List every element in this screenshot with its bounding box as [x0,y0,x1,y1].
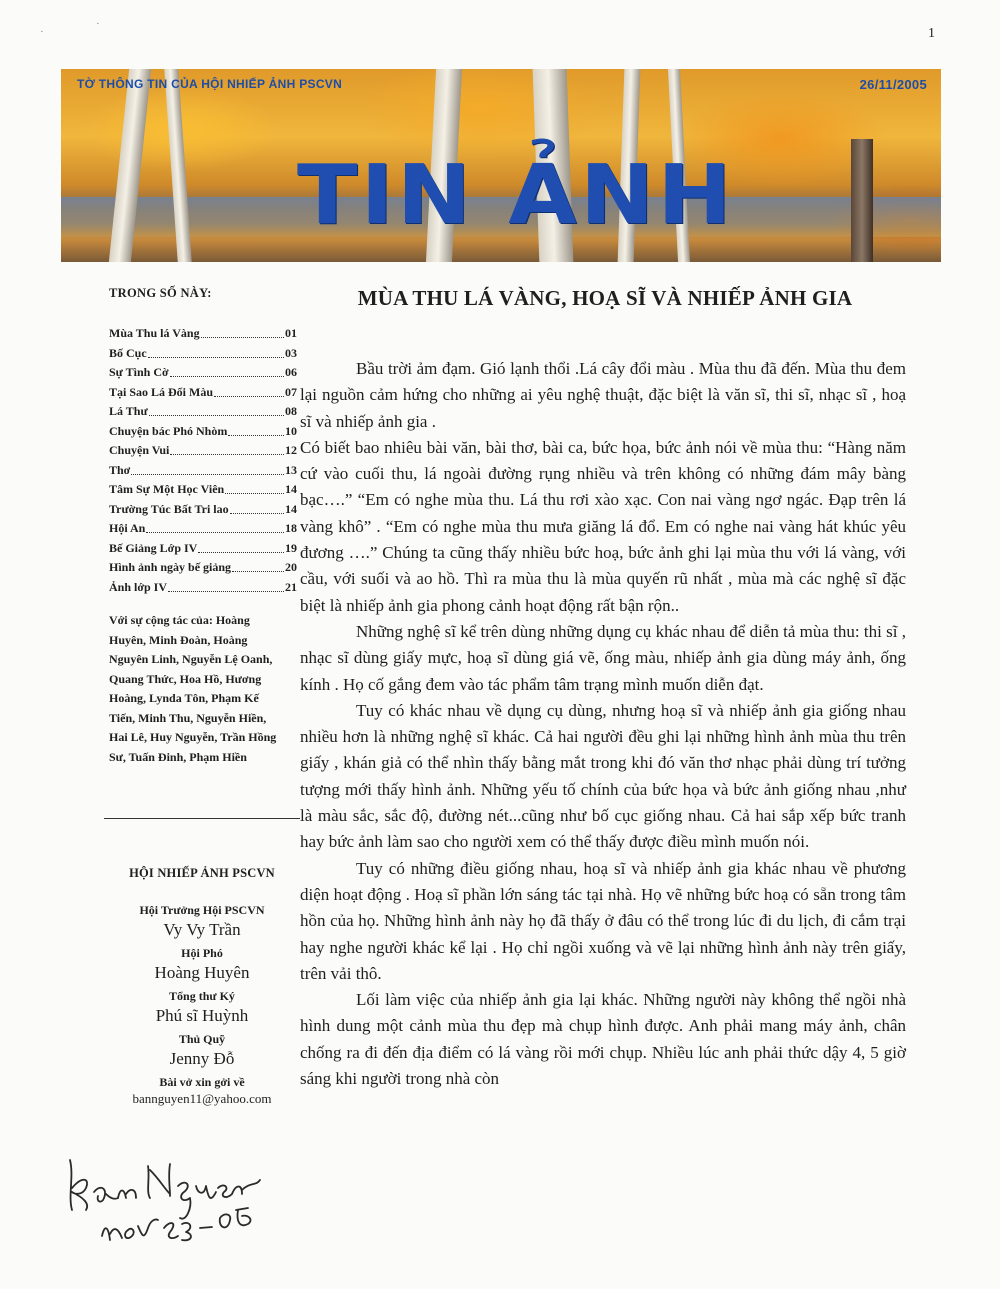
article-body [300,356,906,1092]
article-title: MÙA THU LÁ VÀNG, HOẠ SĨ VÀ NHIẾP ẢNH GIA [357,286,853,310]
article-paragraph: Có biết bao nhiêu bài văn, bài thơ, bài ca, bức họa, bức ảnh nói về mùa thu: “Hàng năm cứ vào cuối thu, lá ngoài đường rụng nhiều và trên không có những đám mây bàng bạc….” “Em có nghe mùa thu. Lá thu rơi xào xạc. Con nai vàng ngơ ngác. Đạp trên lá vàng khô” . “Em có nghe mùa thu mưa giăng lá đổ. Em có nghe nai vàng hát khúc yêu đương ….” Chúng ta cũng thấy nhiều bức hoạ, bức ảnh ghi lại mùa thu với lá vàng, với cầu, với suối và ao hồ. Thì ra mùa thu là mùa quyến rũ nhất , mùa mà các nghệ sĩ đặc biệt là nhiếp ảnh gia phong cảnh hoạt động rất bận rộn.. [300,437,906,615]
sidebar [109,286,297,767]
toc-item-page: 13 [285,462,297,477]
toc-leader-dots [225,480,284,494]
toc-item[interactable] [109,344,297,364]
toc-item-page: 12 [285,443,297,457]
tree-stump [851,139,873,262]
contact-email[interactable]: bannguyen11@yahoo.com [132,1091,272,1106]
officer-name: Phú sĩ Huỳnh [155,1006,249,1025]
toc-item[interactable] [109,324,297,344]
toc-item-title: Trường Túc Bất Tri lao [109,501,229,516]
toc-item-page: 20 [285,560,297,574]
sidebar-divider [104,818,300,819]
toc-leader-dots [131,461,284,475]
contact-label: Bài vở xin gởi về [159,1075,245,1089]
toc-item[interactable] [109,519,297,539]
article [300,286,906,1092]
toc-item[interactable] [109,402,297,422]
toc-item-title: Hình ảnh ngày bế giảng [109,560,232,574]
toc-item-title: Tại Sao Lá Đổi Màu [109,384,214,399]
toc-item-title: Bố Cục [109,345,147,360]
toc-item-title: Lá Thư [109,404,148,418]
officer-name: Hoàng Huyên [154,963,250,982]
officer-name: Vy Vy Trần [163,920,241,939]
article-paragraph: Lối làm việc của nhiếp ảnh gia lại khác. Những người này không thể ngồi nhà hình dung một cảnh mùa thu đẹp mà chụp hình được. Anh phải mang máy ảnh, chân chống ra đi đến địa điểm có lá vàng rồi mới chụp. Nhiều lúc anh phải thức dậy 4, 5 giờ sáng khi người trong nhà còn [300,990,906,1089]
toc-item-title: Sự Tình Cờ [109,365,169,379]
toc-item[interactable] [109,461,297,481]
toc-leader-dots [148,344,284,358]
article-paragraph: Những nghệ sĩ kể trên dùng những dụng cụ khác nhau để diễn tả mùa thu: thi sĩ , nhạc sĩ dùng giấy mực, hoạ sĩ dùng giá vẽ, ống màu, nhiếp ảnh gia dùng máy ảnh, ống kính . Họ cố gắng đem vào tác phẩm tâm trạng mình muốn diễn đạt. [300,621,906,694]
toc-leader-dots [170,441,284,455]
toc-leader-dots [170,363,284,377]
toc-leader-dots [146,519,284,533]
scan-speck: · [96,18,100,30]
contributors-credit: Với sự cộng tác của: Hoàng Huyên, Minh Đoàn, Hoàng Nguyên Linh, Nguyễn Lệ Oanh, Quang Thức, Hoa Hồ, Hương Hoàng, Lynda Tôn, Phạm Kế Tiến, Minh Thu, Nguyễn Hiền, Hai Lê, Huy Nguyễn, Trần Hồng Sư, Tuấn Đinh, Phạm Hiền [109,613,277,764]
article-paragraph: Tuy có những điều giống nhau, hoạ sĩ và nhiếp ảnh gia khác nhau về phương diện hoạt động . Hoạ sĩ phần lớn sáng tác tại nhà. Họ vẽ những bức hoạ có sẵn trong tâm hồn của họ. Những hình ảnh này họ đã thấy ở đâu có thể trong lúc đi du lịch, đi cắm trại hay nghe người khác kể lại . Họ chỉ ngồi xuống và vẽ lại những hình ảnh này trên giấy, trên vải thô. [300,858,906,983]
toc-leader-dots [228,422,284,436]
toc-item-title: Chuyện Vui [109,443,170,457]
article-paragraph: Tuy có khác nhau về dụng cụ dùng, nhưng hoạ sĩ và nhiếp ảnh gia giống nhau nhiều hơn là những nghệ sĩ khác. Cả hai người đều ghi lại những hình ảnh mùa thu trên giấy , khán giả có thể nhìn thấy bằng mắt trong khi đó văn thơ nhạc phải dùng trí tưởng tượng mới thấy hình ảnh. Những yếu tố chính của bức họa và bức ảnh giống nhau ,như là màu sắc, sắc độ, đường nét...cũng như bố cục giống nhau. Cả hai sắp xếp bức tranh hay bức ảnh làm sao cho người xem có thể thấy được điều mình muốn nói. [300,700,906,852]
toc-item[interactable] [109,441,297,461]
toc-item-page: 01 [285,326,297,340]
toc-item-page: 14 [285,501,297,516]
toc-item-page: 03 [285,345,297,360]
masthead-title: TIN ẢNH [297,148,735,243]
scan-speck: · [40,26,44,38]
table-of-contents [109,324,297,597]
toc-item-page: 14 [285,482,297,496]
toc-item[interactable] [109,558,297,578]
toc-item-page: 08 [285,404,297,418]
toc-leader-dots [232,558,284,572]
association-heading: HỘI NHIẾP ẢNH PSCVN [129,866,275,880]
handwritten-signature [60,1148,290,1258]
toc-leader-dots [230,500,284,514]
toc-leader-dots [149,402,284,416]
toc-item[interactable] [109,383,297,403]
toc-item-title: Thơ [109,462,131,477]
page-number: 1 [928,26,935,41]
issue-date: 26/11/2005 [859,77,927,92]
toc-item[interactable] [109,578,297,598]
toc-item-page: 19 [285,540,297,555]
role-label: Tổng thư Ký [169,989,235,1003]
toc-item[interactable] [109,500,297,520]
toc-heading: TRONG SỐ NÀY: [109,286,212,300]
toc-item-page: 07 [285,384,297,399]
toc-item-title: Ảnh lớp IV [109,579,168,594]
role-label: Hội Phó [181,946,223,960]
toc-item-title: Hội An [109,521,146,535]
toc-item-title: Mùa Thu lá Vàng [109,326,200,340]
toc-leader-dots [198,539,284,553]
toc-leader-dots [214,383,284,397]
toc-item-page: 21 [285,579,297,594]
toc-item[interactable] [109,480,297,500]
masthead-banner [61,69,941,262]
toc-item-title: Tâm Sự Một Học Viên [109,482,225,496]
toc-item[interactable] [109,363,297,383]
toc-item[interactable] [109,422,297,442]
toc-item-page: 06 [285,365,297,379]
officer-name: Jenny Đỗ [169,1049,235,1068]
toc-item[interactable] [109,539,297,559]
toc-item-page: 10 [285,423,297,438]
toc-item-page: 18 [285,521,297,535]
toc-item-title: Bế Giảng Lớp IV [109,540,198,555]
article-paragraph: Bầu trời ảm đạm. Gió lạnh thổi .Lá cây đổi màu . Mùa thu đã đến. Mùa thu đem lại nguồn cảm hứng cho những ai yêu nghệ thuật, đặc biệt là văn sĩ, thi sĩ, nhạc sĩ , hoạ sĩ và nhiếp ảnh gia . [300,359,906,431]
newsletter-tagline: TỜ THÔNG TIN CỦA HỘI NHIẾP ẢNH PSCVN [77,77,343,91]
role-label: Thủ Quỹ [178,1032,226,1046]
role-label: Hội Trưởng Hội PSCVN [139,903,265,917]
toc-leader-dots [201,324,284,338]
toc-leader-dots [168,578,284,592]
association-box [104,866,300,1108]
toc-item-title: Chuyện bác Phó Nhòm [109,423,228,438]
